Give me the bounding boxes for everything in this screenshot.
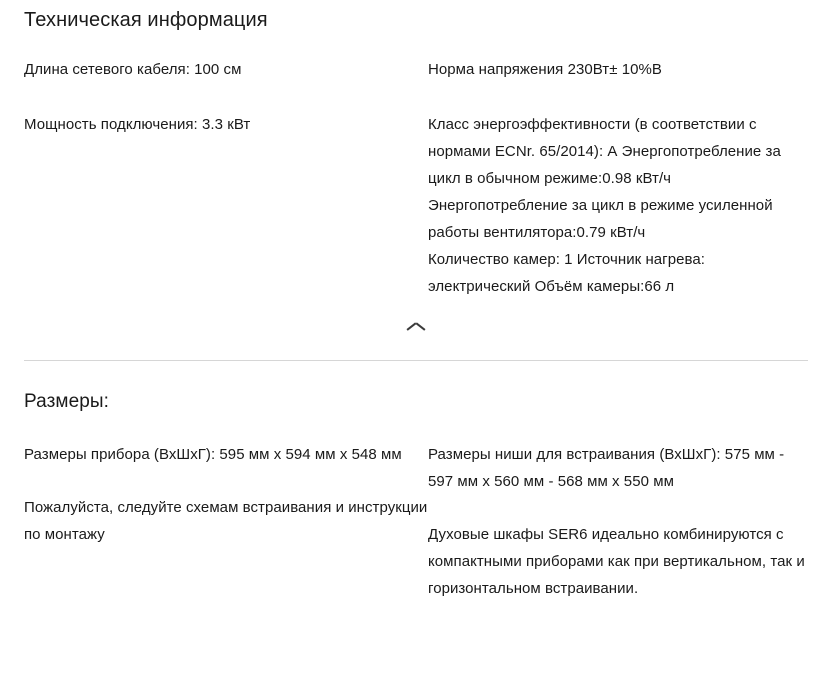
sizes-right-column: [428, 441, 808, 602]
sizes-columns: [24, 415, 808, 602]
spec-voltage: Норма напряжения 230Вт± 10%В: [428, 61, 662, 78]
collapse-section-button[interactable]: [24, 322, 808, 344]
sizes-left-column: [24, 441, 428, 548]
sizes-title: Размеры:: [24, 391, 110, 412]
technical-information-columns: [24, 56, 808, 300]
spec-combination-note: Духовые шкафы SER6 идеально комбинируются с компактными приборами как при вертикальном, так и горизонтальном встраивании.: [428, 526, 805, 597]
spec-chambers-volume: Количество камер: 1 Источник нагрева: электрический Объём камеры:66 л: [428, 251, 705, 295]
technical-left-column: [24, 56, 428, 138]
spec-cable-length: Длина сетевого кабеля: 100 см: [24, 61, 242, 78]
spec-installation-note: Пожалуйста, следуйте схемам встраивания и инструкции по монтажу: [24, 499, 428, 543]
spec-energy-fan-mode: Энергопотребление за цикл в режиме усиленной работы вентилятора:0.79 кВт/ч: [428, 197, 773, 241]
technical-right-column: [428, 56, 808, 300]
spec-appliance-dimensions: Размеры прибора (ВхШхГ): 595 мм x 594 мм x 548 мм: [24, 446, 402, 463]
spec-energy-class: Класс энергоэффективности (в соответствии с нормами ECNr. 65/2014): А Энергопотребление за цикл в обычном режиме:0.98 кВт/ч: [428, 116, 781, 187]
spec-connection-power: Мощность подключения: 3.3 кВт: [24, 116, 251, 133]
chevron-up-icon: [407, 325, 425, 335]
spec-niche-dimensions: Размеры ниши для встраивания (ВхШхГ): 575 мм - 597 мм x 560 мм - 568 мм x 550 мм: [428, 446, 785, 490]
technical-information-title: Техническая информация: [24, 9, 268, 31]
